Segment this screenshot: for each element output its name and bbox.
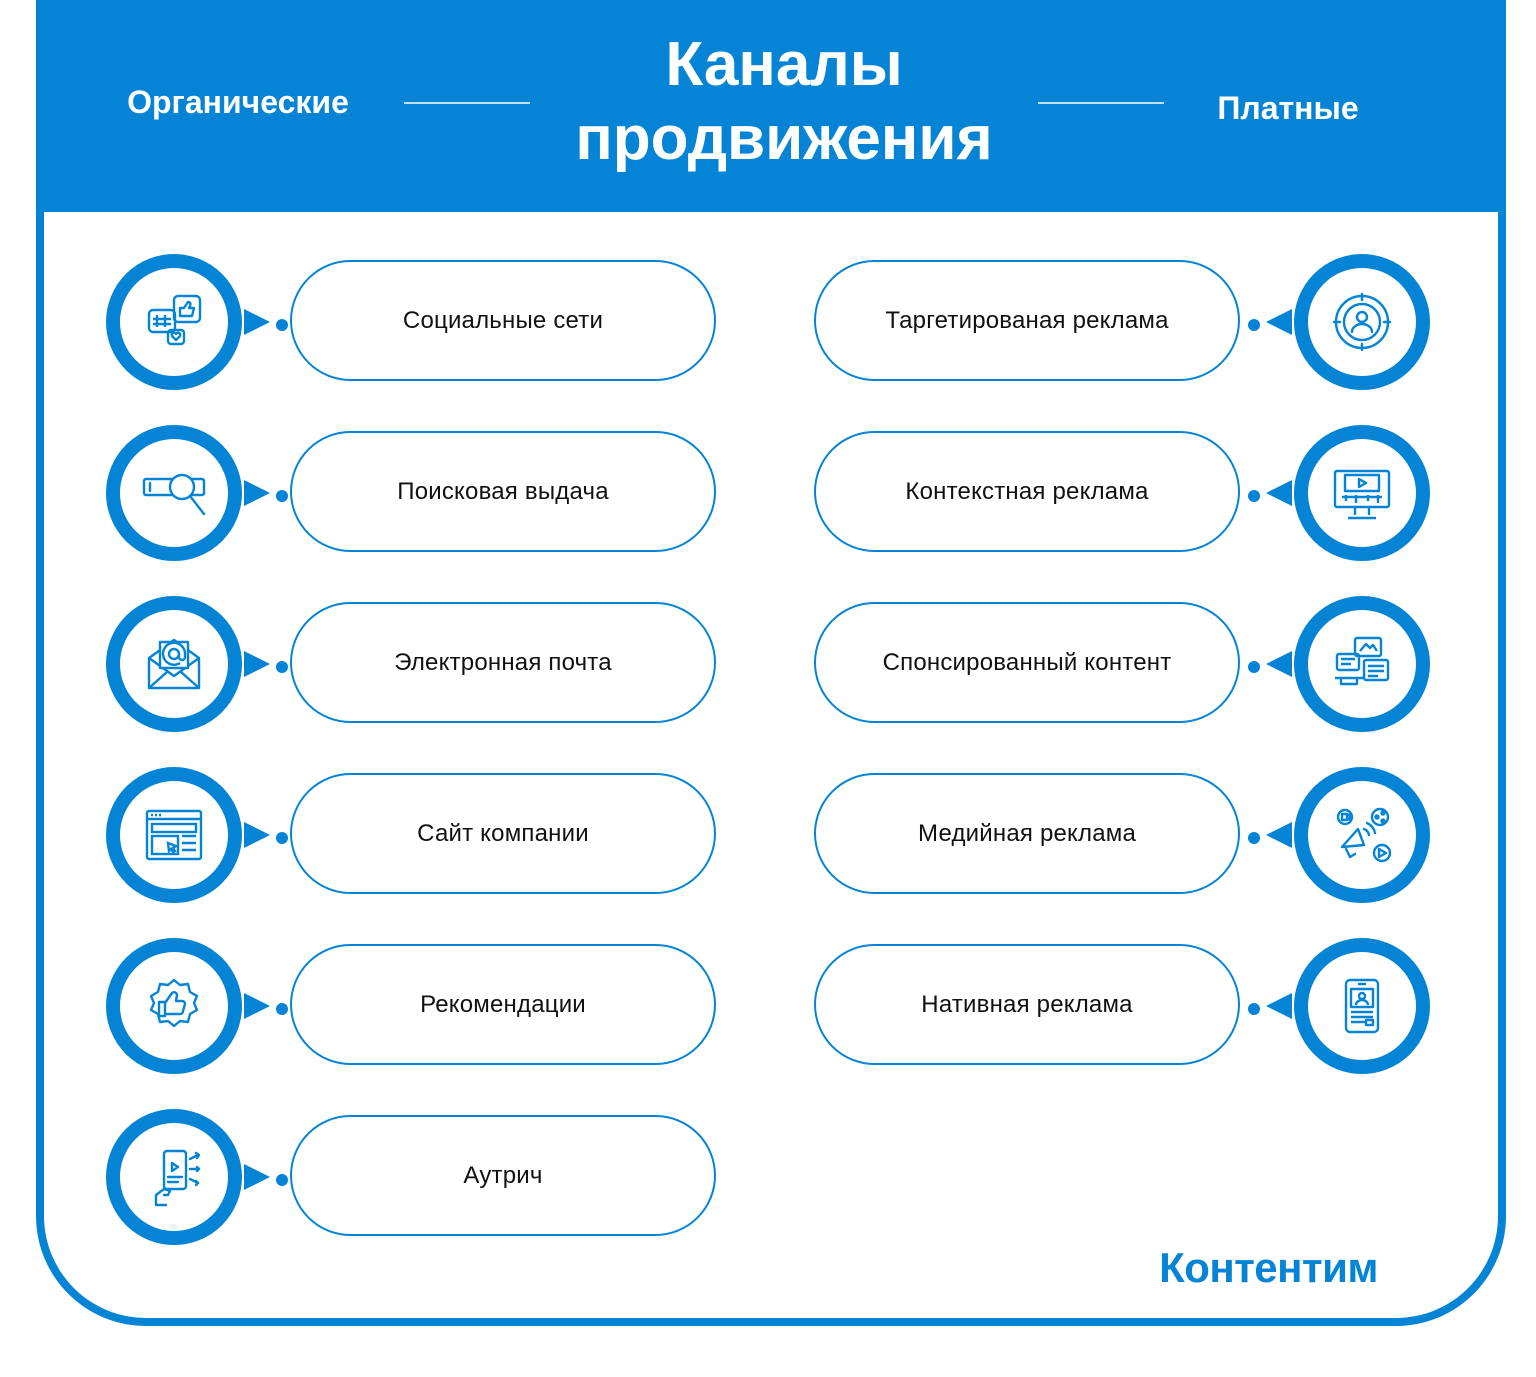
channel-label: Нативная реклама: [921, 990, 1133, 1018]
channel-pill: [290, 602, 716, 723]
channel-label: Поисковая выдача: [397, 477, 609, 505]
channel-item-recommendations: [104, 936, 726, 1076]
channel-item-display: [810, 765, 1432, 905]
channel-item-native: [810, 936, 1432, 1076]
icon-badge: [104, 936, 294, 1076]
icon-badge: [1242, 936, 1432, 1076]
icon-badge: [104, 765, 294, 905]
brand-logo: Контентим: [1159, 1244, 1378, 1291]
channel-label: Контекстная реклама: [905, 477, 1149, 505]
channel-pill: [290, 260, 716, 381]
channel-pill: [814, 260, 1240, 381]
paid-header-label: Платные: [1217, 90, 1359, 126]
icon-badge: [1242, 252, 1432, 392]
icon-badge: [104, 1107, 294, 1247]
icon-badge: [1242, 594, 1432, 734]
header-divider-left: [404, 102, 530, 104]
channel-item-email: [104, 594, 726, 734]
page-title: Каналы продвижения: [575, 30, 993, 173]
channel-label: Таргетированая реклама: [885, 306, 1169, 334]
channel-pill: [814, 431, 1240, 552]
channel-label: Медийная реклама: [917, 819, 1137, 847]
channel-label: Социальные сети: [402, 306, 604, 334]
channel-pill: [814, 602, 1240, 723]
channel-item-social-media: [104, 252, 726, 392]
channel-pill: [290, 773, 716, 894]
header-divider-right: [1038, 102, 1164, 104]
channel-item-contextual: [810, 423, 1432, 563]
channel-item-search: [104, 423, 726, 563]
channel-item-outreach: [104, 1107, 726, 1247]
icon-badge: [1242, 765, 1432, 905]
icon-badge: [1242, 423, 1432, 563]
channel-label: Рекомендации: [420, 990, 586, 1018]
icon-badge: [104, 594, 294, 734]
channel-label: Спонсированный контент: [882, 648, 1172, 676]
channel-pill: [290, 1115, 716, 1236]
channel-pill: [814, 944, 1240, 1065]
channel-label: Электронная почта: [394, 648, 612, 676]
channel-pill: [814, 773, 1240, 894]
channel-label: Аутрич: [463, 1161, 543, 1189]
channel-item-website: [104, 765, 726, 905]
organic-header-label: Органические: [127, 84, 349, 120]
channel-pill: [290, 431, 716, 552]
icon-badge: [104, 252, 294, 392]
channel-item-sponsored: [810, 594, 1432, 734]
channel-item-targeted: [810, 252, 1432, 392]
channel-pill: [290, 944, 716, 1065]
channel-label: Сайт компании: [417, 819, 589, 847]
icon-badge: [104, 423, 294, 563]
